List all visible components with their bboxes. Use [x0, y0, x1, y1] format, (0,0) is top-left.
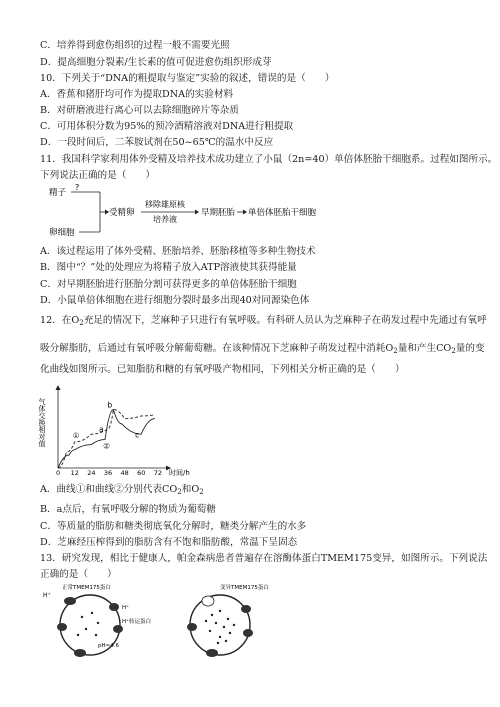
h-ion-outside-label: H⁺ — [43, 592, 51, 599]
q10-option-d: D．一段时间后，二苯胺试剂在50~65℃的温水中反应 — [40, 137, 274, 148]
mutant-tmem175-label: 变异TMEM175蛋白 — [220, 585, 269, 591]
q10-option-c: C．可用体积分数为95%的预冷酒精溶液对DNA进行粗提取 — [40, 121, 294, 132]
series-label-1: ① — [72, 431, 80, 440]
q12-option-c: C．等质量的脂肪和糖类彻底氧化分解时，糖类分解产生的水多 — [40, 521, 307, 532]
option-d: D．提高细胞分裂素/生长素的值可促进愈伤组织形成芽 — [40, 57, 272, 68]
protein-blob — [243, 629, 253, 637]
early-embryo-label: 早期胚胎 — [201, 208, 236, 218]
haploid-stem-cell-label: 单倍体胚胎干细胞 — [248, 208, 317, 218]
q11-option-c: C．对早期胚胎进行胚胎分割可获得更多的单倍体胚胎干细胞 — [40, 279, 297, 290]
q11-option-b: B．图中“？”处的处理应为将精子放入ATP溶液使其获得能量 — [40, 262, 297, 273]
question-11-stem-2: 下列说法正确的是（ ） — [40, 170, 156, 181]
protein-blob — [241, 605, 251, 613]
q12-line-chart — [40, 384, 200, 476]
x-tick-label: 60 — [137, 469, 146, 477]
q10-option-a: A．香蕉和猪肝均可作为提取DNA的实验材料 — [40, 89, 234, 100]
x-axis-label: 时间/h — [169, 469, 190, 477]
q11-flow-diagram — [45, 185, 365, 239]
protein-blob — [74, 649, 86, 657]
ph-label: pH≈4.6 — [98, 643, 119, 649]
q13-lysosome-diagram — [40, 583, 280, 661]
question-13-stem-2: 正确的是（ ） — [40, 569, 117, 580]
h-transporter-label: H⁺转运蛋白 — [122, 619, 152, 625]
x-tick-label: 36 — [103, 469, 113, 477]
protein-blob — [57, 623, 67, 631]
q11-option-a: A．该过程运用了体外受精、胚胎培养、胚胎移植等多种生物技术 — [40, 246, 316, 257]
question-mark: ? — [75, 183, 80, 192]
point-label-b: b — [107, 400, 113, 410]
protein-blob — [206, 649, 218, 657]
q12-option-a: A．曲线①和曲线②分别代表$CO_2$和$O_2$ — [40, 484, 204, 496]
q11-option-d: D．小鼠单倍体细胞在进行细胞分裂时最多出现40对同源染色体 — [40, 295, 310, 306]
x-tick-label: 24 — [87, 469, 96, 477]
question-12-line-1: 12．在$O_2$充足的情况下，芝麻种子只进行有氧呼吸。有科研人员认为芝麻种子在萌发过程中先通过有氧呼 — [40, 315, 487, 327]
protein-blob — [187, 623, 197, 631]
protein-blob — [64, 597, 76, 605]
question-10-stem: 10．下列关于“DNA的粗提取与鉴定”实验的叙述，错误的是（ ） — [40, 73, 335, 84]
sperm-label: 精子 — [49, 188, 67, 198]
point-label-c: c — [135, 430, 140, 440]
question-11-stem: 11．我国科学家利用体外受精及培养技术成功建立了小鼠（2n=40）单倍体胚胎干细胞系。过程如图所示。 — [40, 154, 498, 165]
y-axis-label: 气体交换相对值 — [38, 398, 46, 447]
q12-option-d: D．芝麻经压榨得到的脂肪含有不饱和脂肪酸，常温下呈固态 — [40, 537, 298, 548]
culture-medium-label: 培养液 — [153, 215, 177, 224]
question-12-line-3: 化曲线如图所示。已知脂肪和糖的有氧呼吸产物相同，下列相关分析正确的是（ ） — [40, 364, 405, 375]
q12-option-b: B．a点后，有氧呼吸分解的物质为葡萄糖 — [40, 504, 216, 515]
x-tick-label: 48 — [120, 469, 129, 477]
normal-tmem175-label: 正常TMEM175蛋白 — [62, 585, 111, 591]
h-ion-label: H⁺ — [122, 605, 130, 611]
mutant-channel — [202, 596, 214, 606]
option-c: C．培养得到愈伤组织的过程一般不需要光照 — [40, 40, 230, 51]
series-label-2: ② — [103, 441, 110, 451]
point-label-a: a — [99, 425, 104, 435]
mutant-lysosome — [190, 595, 250, 655]
q10-option-b: B．对研磨液进行离心可以去除细胞碎片等杂质 — [40, 105, 239, 116]
remove-male-pronucleus-label: 移除雄原核 — [145, 200, 185, 209]
protein-blob — [109, 603, 119, 611]
question-13-stem: 13．研究发现，相比于健康人，帕金森病患者普遍存在溶酶体蛋白TMEM175变异，如图所示。下列说法 — [40, 553, 488, 564]
zygote-label: 受精卵 — [109, 208, 135, 218]
question-12-line-2: 吸分解脂肪，后通过有氧呼吸分解葡萄糖。在该种情况下芝麻种子萌发过程中消耗$O_2$量和产生$CO_2$量的变 — [40, 343, 485, 355]
x-tick-label: 12 — [70, 469, 79, 477]
x-tick-label: 72 — [153, 469, 162, 477]
protein-blob — [113, 625, 123, 633]
x-tick-label: 0 — [56, 469, 61, 477]
egg-cell-label: 卵细胞 — [49, 228, 75, 238]
